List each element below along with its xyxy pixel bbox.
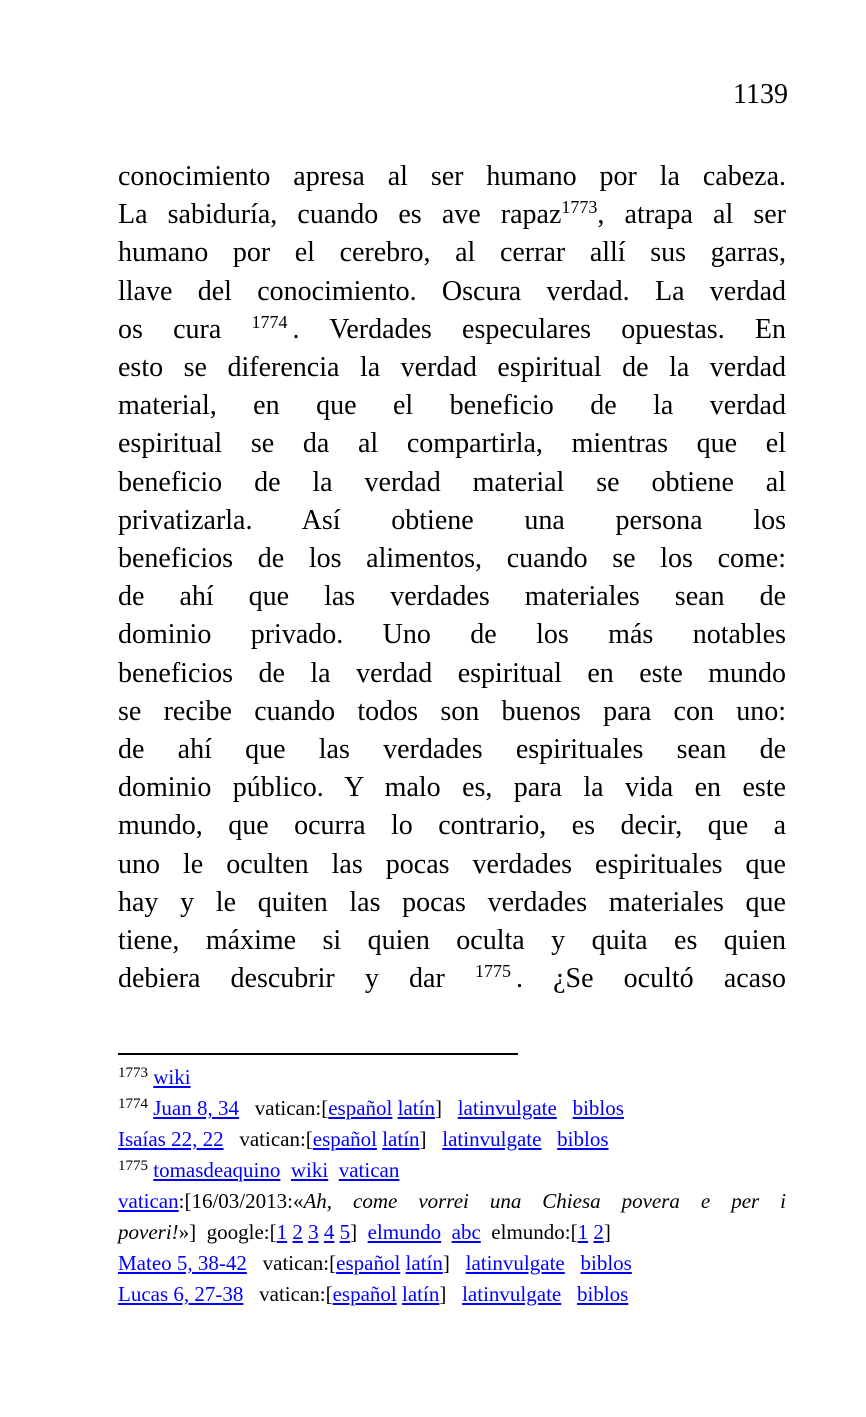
footnote-marker: 1773 [118,1065,148,1081]
body-line [118,769,786,807]
footnote-separator [118,1053,518,1055]
body-line [118,158,786,196]
body-line [118,616,786,654]
text-segment: elmundo:[ [480,1220,578,1244]
text-segment: beneficios de la verdad espiritual en este mundo [118,657,786,689]
link-espa-ol[interactable]: español [312,1127,377,1151]
body-line [118,960,786,998]
text-segment: os cura [118,313,252,345]
body-line [118,273,786,311]
text-segment: espiritual se da al compartirla, mientras que el [118,428,786,460]
footnote-marker: 1774 [251,311,288,332]
link-lat-n[interactable]: latín [397,1096,435,1120]
text-segment: beneficio de la verdad material se obtiene al [118,466,786,498]
link-latinvulgate[interactable]: latinvulgate [457,1096,557,1120]
footnote-line [118,1217,786,1248]
text-segment: ] [603,1220,611,1244]
footnote-line [118,1248,786,1279]
link-vatican[interactable]: vatican [338,1158,400,1182]
text-segment: dominio privado. Uno de los más notables [118,619,786,651]
body-line [118,693,786,731]
text-segment: se recibe cuando todos son buenos para con uno: [118,695,786,727]
link-2[interactable]: 2 [593,1220,604,1244]
text-segment: humano por el cerebro, al cerrar allí sus garras, [118,237,786,269]
link-4[interactable]: 4 [323,1220,335,1244]
text-segment: La sabiduría, cuando es ave rapaz [118,199,562,231]
link-lat-n[interactable]: latín [382,1127,420,1151]
text-segment: tiene, máxime si quien oculta y quita es quien [118,925,786,957]
body-line [118,387,786,425]
footnote-marker: 1775 [118,1158,148,1174]
footnote-line [118,1124,786,1155]
text-segment: conocimiento apresa al ser humano por la cabeza. [118,161,786,192]
text-segment: de ahí que las verdades materiales sean de [118,581,786,613]
footnote-marker: 1774 [118,1096,148,1112]
body-line [118,502,786,540]
link-lucas-6-27-38[interactable]: Lucas 6, 27-38 [118,1282,244,1306]
link-wiki[interactable]: wiki [153,1065,191,1089]
link-5[interactable]: 5 [339,1220,351,1244]
link-tomasdeaquino[interactable]: tomasdeaquino [153,1158,281,1182]
footnote-marker: 1773 [561,197,598,218]
page-number: 1139 [733,79,788,110]
link-juan-8-34[interactable]: Juan 8, 34 [153,1096,239,1120]
link-biblos[interactable]: biblos [580,1251,632,1275]
body-line [118,196,786,234]
text-segment: ] [439,1282,463,1306]
link-1[interactable]: 1 [577,1220,589,1244]
text-segment [557,1096,573,1120]
body-line [118,425,786,463]
link-lat-n[interactable]: latín [402,1282,440,1306]
text-segment: beneficios de los alimentos, cuando se los come: [118,543,786,575]
link-isa-as-22-22[interactable]: Isaías 22, 22 [118,1127,224,1151]
footnote-line [118,1155,786,1186]
text-segment: esto se diferencia la verdad espiritual de la verdad [118,352,786,384]
body-line [118,655,786,693]
text-segment [328,1158,339,1182]
body-line [118,846,786,884]
text-segment: vatican:[ [243,1282,333,1306]
body-line [118,578,786,616]
footnote-marker: 1775 [474,961,511,982]
link-elmundo[interactable]: elmundo [367,1220,442,1244]
footnote-line [118,1186,786,1217]
text-segment: ] [350,1220,368,1244]
link-vatican[interactable]: vatican [118,1189,179,1213]
link-latinvulgate[interactable]: latinvulgate [462,1282,562,1306]
text-segment: material, en que el beneficio de la verdad [118,390,786,422]
body-text [118,158,786,998]
body-line [118,464,786,502]
link-latinvulgate[interactable]: latinvulgate [465,1251,565,1275]
link-mateo-5-38-42[interactable]: Mateo 5, 38-42 [118,1251,247,1275]
text-segment: uno le oculten las pocas verdades espirituales que [118,848,786,880]
link-biblos[interactable]: biblos [572,1096,624,1120]
body-line [118,349,786,387]
text-segment [280,1158,291,1182]
link-latinvulgate[interactable]: latinvulgate [442,1127,542,1151]
text-segment: vatican:[ [239,1096,329,1120]
text-segment: »] google:[ [178,1220,277,1244]
body-line [118,807,786,845]
text-segment: de ahí que las verdades espirituales sean de [118,734,786,766]
text-segment [441,1220,452,1244]
body-line [118,731,786,769]
text-segment [561,1282,577,1306]
text-segment: Ah, come vorrei una Chiesa povera e per i [303,1189,786,1213]
link-espa-ol[interactable]: español [336,1251,401,1275]
link-2[interactable]: 2 [292,1220,303,1244]
text-segment: , atrapa al ser [597,199,786,231]
body-line [118,540,786,578]
text-segment: vatican:[ [246,1251,337,1275]
text-segment: mundo, que ocurra lo contrario, es decir, que a [118,810,786,842]
footnotes [118,1062,786,1310]
text-segment: ] [442,1251,466,1275]
text-segment: poveri! [118,1220,179,1244]
link-abc[interactable]: abc [451,1220,481,1244]
body-line [118,234,786,272]
body-line [118,922,786,960]
link-wiki[interactable]: wiki [290,1158,329,1182]
text-segment: vatican:[ [223,1127,313,1151]
text-segment [541,1127,557,1151]
link-espa-ol[interactable]: español [332,1282,397,1306]
text-segment: . Verdades especulares opuestas. En [292,313,787,345]
text-segment: debiera descubrir y dar [118,963,475,995]
text-segment: ] [419,1127,443,1151]
link-1[interactable]: 1 [276,1220,288,1244]
link-espa-ol[interactable]: español [328,1096,393,1120]
text-segment: llave del conocimiento. Oscura verdad. La verdad [118,275,786,307]
text-segment: . ¿Se ocultó acaso [515,963,786,995]
text-segment: :[16/03/2013:« [178,1189,304,1213]
link-3[interactable]: 3 [308,1220,319,1244]
text-segment: privatizarla. Así obtiene una persona los [118,504,786,536]
body-line [118,311,786,349]
link-biblos[interactable]: biblos [557,1127,609,1151]
footnote-line [118,1062,786,1093]
footnote-line [118,1093,786,1124]
footnote-line [118,1279,786,1310]
body-line [118,884,786,922]
text-segment: ] [434,1096,458,1120]
link-lat-n[interactable]: latín [405,1251,443,1275]
text-segment [565,1251,581,1275]
link-biblos[interactable]: biblos [576,1282,629,1306]
text-segment: hay y le quiten las pocas verdades materiales que [118,886,786,918]
text-segment: dominio público. Y malo es, para la vida en este [118,772,786,804]
